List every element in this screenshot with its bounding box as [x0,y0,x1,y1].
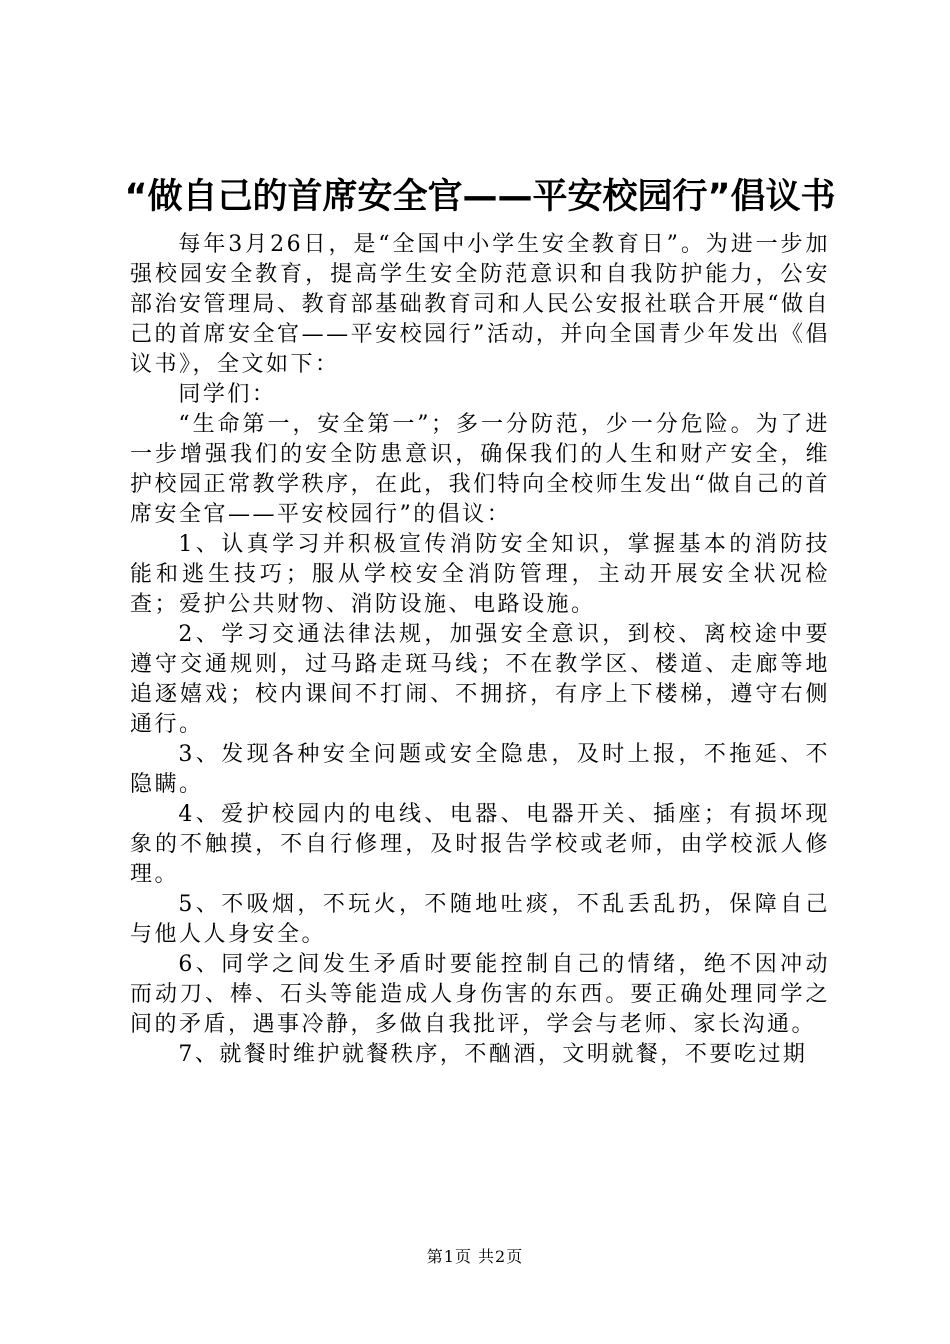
document-page [124,168,836,1070]
document-body [130,230,830,1070]
paragraph-item-5: 5、不吸烟，不玩火，不随地吐痰，不乱丢乱扔，保障自己与他人人身安全。 [130,892,830,947]
paragraph-intro: 每年3月26日，是“全国中小学生安全教育日”。为进一步加强校园安全教育，提高学生安全防范意识和自我防护能力，公安部治安管理局、教育部基础教育司和人民公安报社联合开展“做自己的首席安全官——平安校园行”活动，并向全国青少年发出《倡议书》，全文如下： [130,232,830,377]
paragraph-item-4: 4、爱护校园内的电线、电器、电器开关、插座；有损坏现象的不触摸，不自行修理，及时报告学校或老师，由学校派人修理。 [130,802,830,887]
paragraph-item-2: 2、学习交通法律法规，加强安全意识，到校、离校途中要遵守交通规则，过马路走斑马线；不在教学区、楼道、走廊等地追逐嬉戏；校内课间不打闹、不拥挤，有序上下楼梯，遵守右侧通行。 [130,622,830,737]
paragraph-item-3: 3、发现各种安全问题或安全隐患，及时上报，不拖延、不隐瞒。 [130,742,830,797]
paragraph-item-6: 6、同学之间发生矛盾时要能控制自己的情绪，绝不因冲动而动刀、棒、石头等能造成人身伤害的东西。要正确处理同学之间的矛盾，遇事冷静，多做自我批评，学会与老师、家长沟通。 [130,952,830,1037]
paragraph-item-1: 1、认真学习并积极宣传消防安全知识，掌握基本的消防技能和逃生技巧；服从学校安全消防管理，主动开展安全状况检查；爱护公共财物、消防设施、电路设施。 [130,532,830,617]
paragraph-item-7: 7、就餐时维护就餐秩序，不酗酒，文明就餐，不要吃过期 [178,1042,808,1067]
paragraph-salutation: 同学们： [178,382,277,407]
document-title: “做自己的首席安全官——平安校园行”倡议书 [124,177,836,217]
page-footer: 第1页 共2页 [426,1247,524,1266]
paragraph-preamble: “生命第一，安全第一”；多一分防范，少一分危险。为了进一步增强我们的安全防患意识，确保我们的人生和财产安全，维护校园正常教学秩序，在此，我们特向全校师生发出“做自己的首席安全官——平安校园行”的倡议： [130,412,830,527]
